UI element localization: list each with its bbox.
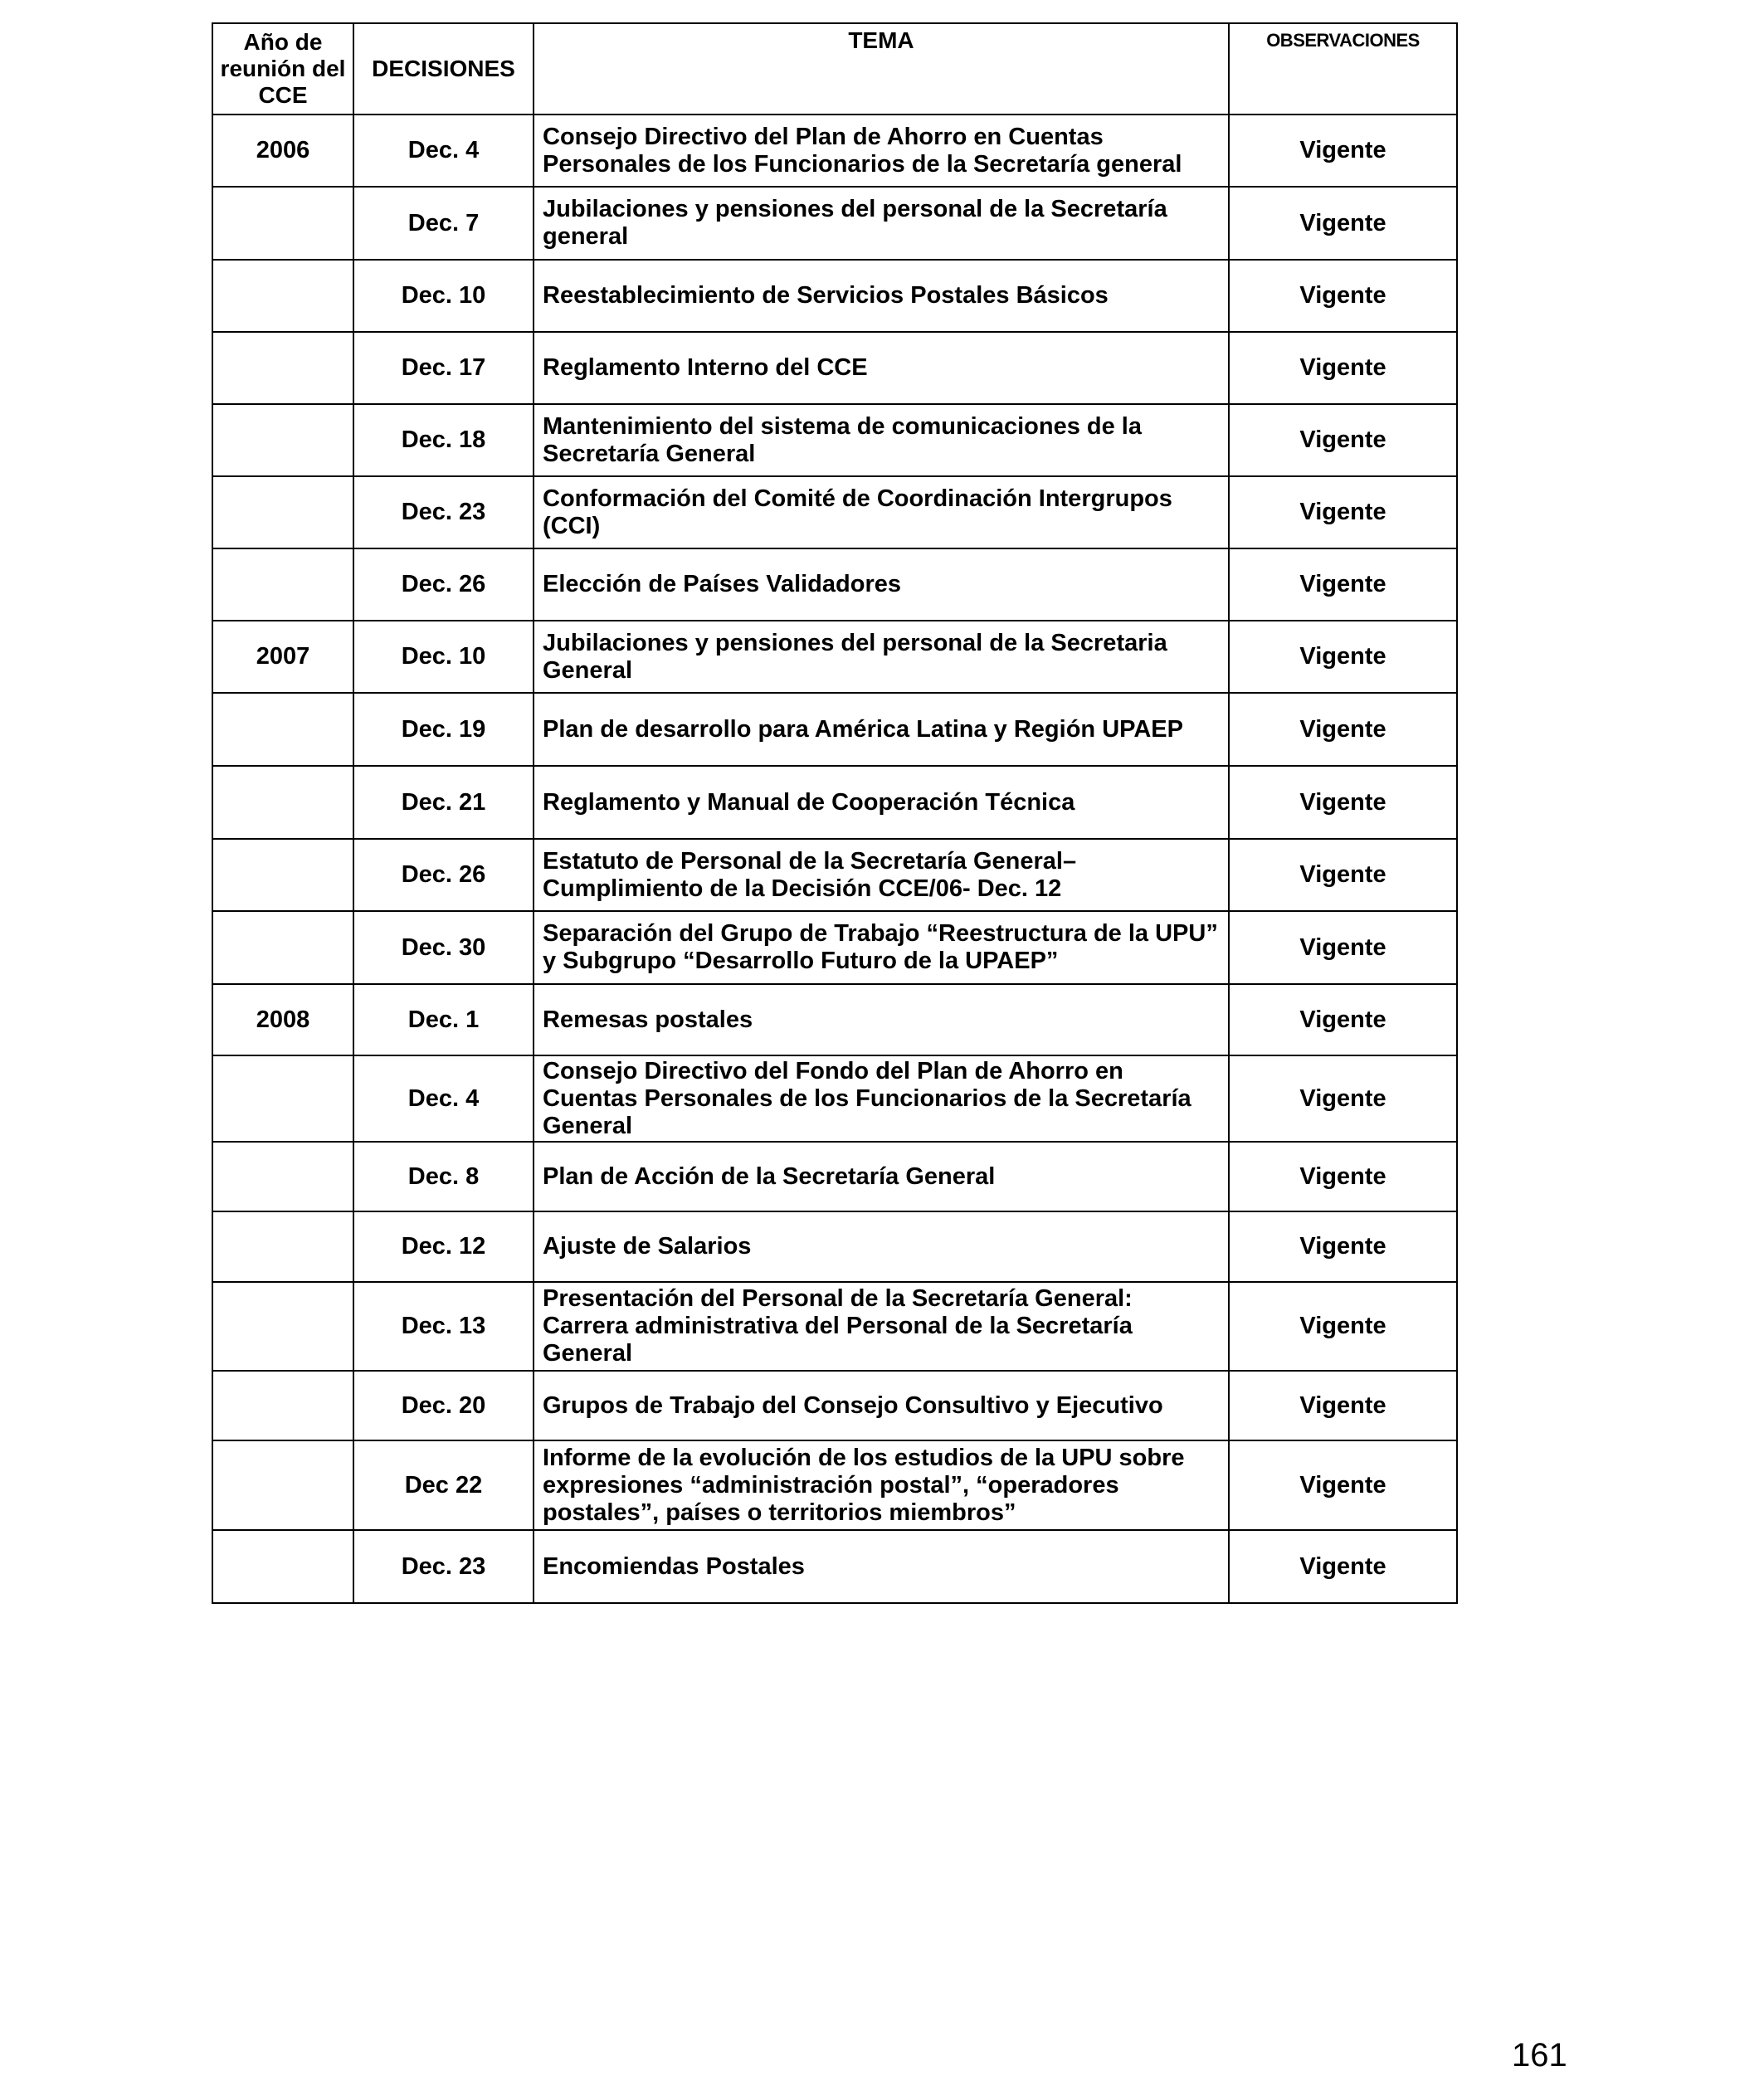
cell-observation: Vigente (1229, 404, 1457, 476)
header-observations: OBSERVACIONES (1229, 23, 1457, 115)
table-row (212, 984, 1457, 1055)
cell-decision: Dec. 30 (353, 911, 534, 984)
cell-decision: Dec. 8 (353, 1142, 534, 1211)
cell-observation: Vigente (1229, 839, 1457, 911)
cell-topic: Jubilaciones y pensiones del personal de la Secretaria General (534, 621, 1229, 693)
cell-observation: Vigente (1229, 984, 1457, 1055)
cell-year: 2008 (212, 984, 353, 1055)
table-row (212, 115, 1457, 187)
header-decisions: DECISIONES (353, 23, 534, 115)
cell-topic: Plan de desarrollo para América Latina y Región UPAEP (534, 693, 1229, 766)
cell-decision: Dec. 17 (353, 332, 534, 404)
cell-year: 2007 (212, 621, 353, 693)
cell-topic: Informe de la evolución de los estudios de la UPU sobre expresiones “administración postal”, “operadores postales”, países o territorios miembros” (534, 1440, 1229, 1530)
table-row (212, 548, 1457, 621)
cell-observation: Vigente (1229, 332, 1457, 404)
cell-topic: Elección de Países Validadores (534, 548, 1229, 621)
cell-year (212, 332, 353, 404)
cell-year: 2006 (212, 115, 353, 187)
cell-year (212, 260, 353, 332)
cell-year (212, 404, 353, 476)
cell-year (212, 766, 353, 839)
cell-year (212, 1371, 353, 1440)
cell-observation: Vigente (1229, 766, 1457, 839)
cell-decision: Dec. 20 (353, 1371, 534, 1440)
table-row (212, 1282, 1457, 1371)
cell-observation: Vigente (1229, 1282, 1457, 1371)
cell-observation: Vigente (1229, 911, 1457, 984)
table-row (212, 1371, 1457, 1440)
table-row (212, 187, 1457, 260)
decisions-table (212, 22, 1458, 1604)
cell-topic: Reglamento y Manual de Cooperación Técnica (534, 766, 1229, 839)
table-row (212, 1440, 1457, 1530)
cell-observation: Vigente (1229, 1530, 1457, 1603)
cell-observation: Vigente (1229, 187, 1457, 260)
cell-topic: Jubilaciones y pensiones del personal de la Secretaría general (534, 187, 1229, 260)
cell-decision: Dec. 18 (353, 404, 534, 476)
cell-year (212, 476, 353, 548)
table-row (212, 911, 1457, 984)
cell-observation: Vigente (1229, 1211, 1457, 1282)
cell-topic: Remesas postales (534, 984, 1229, 1055)
cell-observation: Vigente (1229, 1142, 1457, 1211)
cell-year (212, 1440, 353, 1530)
cell-decision: Dec. 10 (353, 621, 534, 693)
cell-year (212, 1211, 353, 1282)
table-row (212, 260, 1457, 332)
cell-topic: Conformación del Comité de Coordinación Intergrupos (CCI) (534, 476, 1229, 548)
cell-year (212, 911, 353, 984)
table-row (212, 839, 1457, 911)
cell-decision: Dec. 23 (353, 1530, 534, 1603)
cell-decision: Dec. 26 (353, 839, 534, 911)
cell-topic: Reglamento Interno del CCE (534, 332, 1229, 404)
cell-topic: Reestablecimiento de Servicios Postales Básicos (534, 260, 1229, 332)
cell-observation: Vigente (1229, 1055, 1457, 1142)
cell-decision: Dec. 10 (353, 260, 534, 332)
cell-topic: Consejo Directivo del Fondo del Plan de Ahorro en Cuentas Personales de los Funcionarios de la Secretaría General (534, 1055, 1229, 1142)
cell-year (212, 187, 353, 260)
header-row (212, 23, 1457, 115)
cell-year (212, 1055, 353, 1142)
cell-decision: Dec 22 (353, 1440, 534, 1530)
cell-decision: Dec. 1 (353, 984, 534, 1055)
cell-observation: Vigente (1229, 260, 1457, 332)
cell-observation: Vigente (1229, 476, 1457, 548)
cell-decision: Dec. 13 (353, 1282, 534, 1371)
cell-decision: Dec. 4 (353, 115, 534, 187)
cell-topic: Encomiendas Postales (534, 1530, 1229, 1603)
page-number: 161 (1512, 2037, 1567, 2074)
cell-year (212, 1282, 353, 1371)
cell-topic: Grupos de Trabajo del Consejo Consultivo y Ejecutivo (534, 1371, 1229, 1440)
table-row (212, 766, 1457, 839)
cell-topic: Presentación del Personal de la Secretaría General: Carrera administrativa del Personal de la Secretaría General (534, 1282, 1229, 1371)
cell-decision: Dec. 12 (353, 1211, 534, 1282)
cell-decision: Dec. 26 (353, 548, 534, 621)
table-row (212, 1211, 1457, 1282)
table-header (212, 23, 1457, 115)
table-row (212, 1055, 1457, 1142)
table-row (212, 1530, 1457, 1603)
cell-year (212, 548, 353, 621)
cell-year (212, 1142, 353, 1211)
cell-topic: Ajuste de Salarios (534, 1211, 1229, 1282)
cell-topic: Estatuto de Personal de la Secretaría General– Cumplimiento de la Decisión CCE/06- Dec. 12 (534, 839, 1229, 911)
cell-topic: Consejo Directivo del Plan de Ahorro en Cuentas Personales de los Funcionarios de la Secretaría general (534, 115, 1229, 187)
table-row (212, 332, 1457, 404)
cell-observation: Vigente (1229, 1440, 1457, 1530)
cell-observation: Vigente (1229, 115, 1457, 187)
cell-topic: Separación del Grupo de Trabajo “Reestructura de la UPU” y Subgrupo “Desarrollo Futuro de la UPAEP” (534, 911, 1229, 984)
header-year: Año de reunión del CCE (212, 23, 353, 115)
cell-topic: Plan de Acción de la Secretaría General (534, 1142, 1229, 1211)
cell-observation: Vigente (1229, 1371, 1457, 1440)
table-row (212, 1142, 1457, 1211)
cell-decision: Dec. 19 (353, 693, 534, 766)
header-topic: TEMA (534, 23, 1229, 115)
cell-decision: Dec. 23 (353, 476, 534, 548)
cell-observation: Vigente (1229, 548, 1457, 621)
cell-decision: Dec. 4 (353, 1055, 534, 1142)
table-row (212, 404, 1457, 476)
cell-observation: Vigente (1229, 693, 1457, 766)
table-row (212, 693, 1457, 766)
cell-topic: Mantenimiento del sistema de comunicaciones de la Secretaría General (534, 404, 1229, 476)
table-body (212, 115, 1457, 1603)
cell-year (212, 839, 353, 911)
cell-year (212, 693, 353, 766)
cell-decision: Dec. 21 (353, 766, 534, 839)
cell-decision: Dec. 7 (353, 187, 534, 260)
table-row (212, 476, 1457, 548)
cell-observation: Vigente (1229, 621, 1457, 693)
table-row (212, 621, 1457, 693)
cell-year (212, 1530, 353, 1603)
